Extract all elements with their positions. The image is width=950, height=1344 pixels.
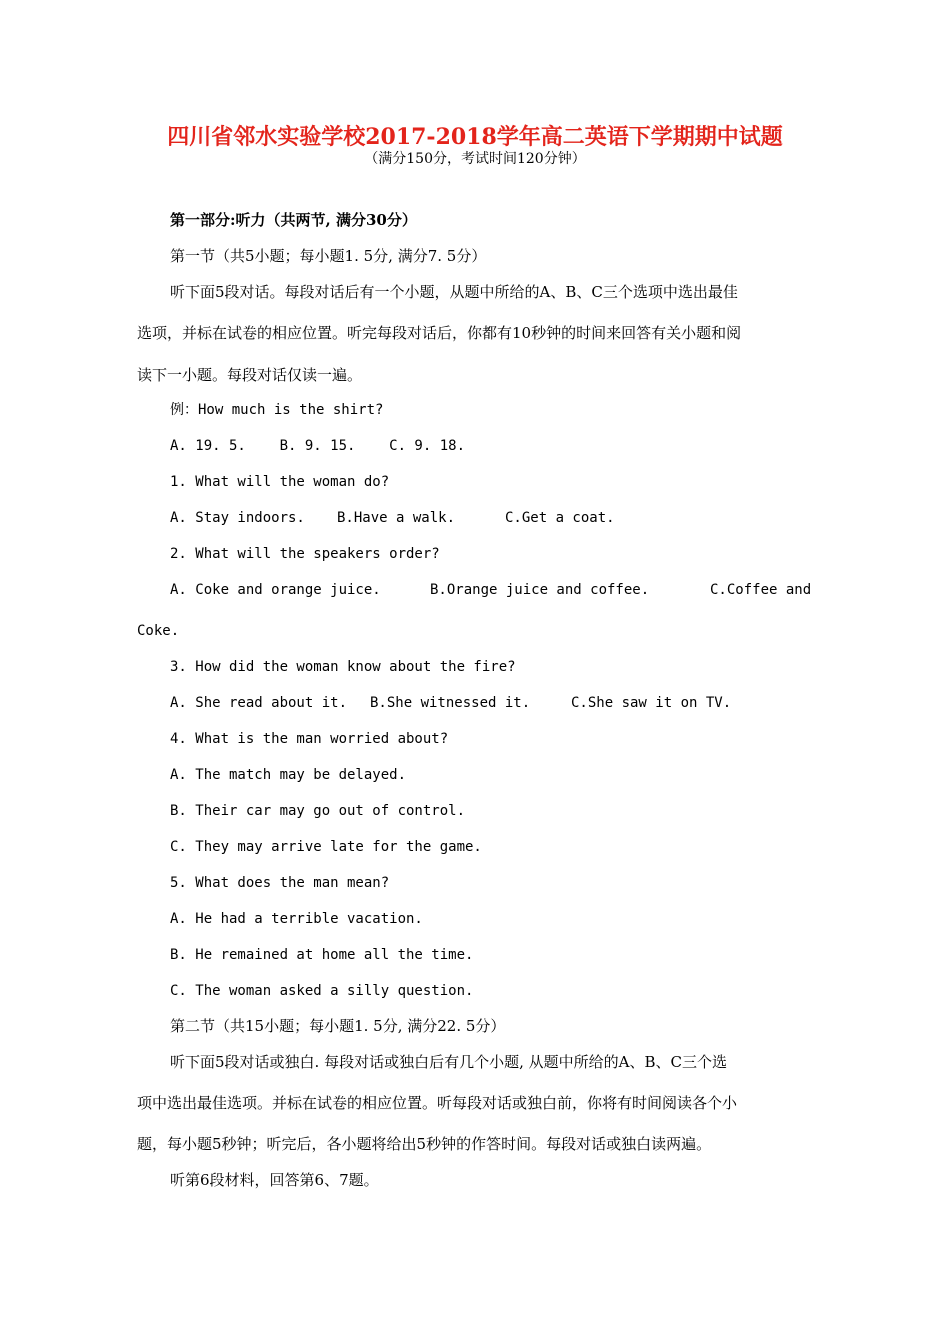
option-c: C.Get a coat. bbox=[505, 510, 615, 526]
example-options: A. 19. 5. B. 9. 15. C. 9. 18. bbox=[170, 438, 466, 454]
option-c-continued: Coke. bbox=[137, 623, 180, 639]
exam-subtitle: （满分150分，考试时间120分钟） bbox=[364, 151, 586, 167]
question-2-options bbox=[170, 580, 816, 600]
section2-instruction-line: 听下面5段对话或独白. 每段对话或独白后有几个小题, 从题中所给的A、B、C三个选 bbox=[170, 1053, 727, 1071]
question-3-options bbox=[170, 693, 816, 713]
section1-instruction-line: 选项，并标在试卷的相应位置。听完每段对话后，你都有10秒钟的时间来回答有关小题和阅 bbox=[137, 324, 742, 342]
exam-title: 四川省邻水实验学校2017-2018学年高二英语下学期期中试题 bbox=[167, 124, 783, 150]
option-b: B. Their car may go out of control. bbox=[170, 803, 466, 819]
option-a: A. He had a terrible vacation. bbox=[170, 911, 423, 927]
option-c: C.She saw it on TV. bbox=[571, 695, 732, 711]
section1-heading: 第一节（共5小题；每小题1. 5分, 满分7. 5分） bbox=[170, 247, 487, 265]
option-c: C.Coffee and bbox=[710, 582, 812, 598]
section1-instruction-line: 听下面5段对话。每段对话后有一个小题，从题中所给的A、B、C三个选项中选出最佳 bbox=[170, 283, 738, 301]
question-2: 2. What will the speakers order? bbox=[170, 546, 440, 562]
section2-instruction-line: 题，每小题5秒钟；听完后，各小题将给出5秒钟的作答时间。每段对话或独白读两遍。 bbox=[137, 1135, 712, 1153]
option-a: A. She read about it. bbox=[170, 695, 348, 711]
option-c: C. They may arrive late for the game. bbox=[170, 839, 482, 855]
option-a: A. The match may be delayed. bbox=[170, 767, 407, 783]
question-3: 3. How did the woman know about the fire? bbox=[170, 659, 516, 675]
option-b: B.Orange juice and coffee. bbox=[430, 582, 650, 598]
section2-instruction-line: 项中选出最佳选项。并标在试卷的相应位置。听每段对话或独白前，你将有时间阅读各个小 bbox=[137, 1094, 738, 1112]
option-c: C. The woman asked a silly question. bbox=[170, 983, 474, 999]
option-a: A. Coke and orange juice. bbox=[170, 582, 381, 598]
example-question: 例：How much is the shirt? bbox=[170, 402, 384, 418]
question-1: 1. What will the woman do? bbox=[170, 474, 390, 490]
section2-heading: 第二节（共15小题；每小题1. 5分, 满分22. 5分） bbox=[170, 1017, 506, 1035]
section1-instruction-line: 读下一小题。每段对话仅读一遍。 bbox=[137, 366, 363, 384]
option-a: A. Stay indoors. bbox=[170, 510, 305, 526]
question-5: 5. What does the man mean? bbox=[170, 875, 390, 891]
option-b: B. He remained at home all the time. bbox=[170, 947, 474, 963]
question-4: 4. What is the man worried about? bbox=[170, 731, 449, 747]
material-6-instruction: 听第6段材料，回答第6、7题。 bbox=[170, 1171, 379, 1189]
part1-heading: 第一部分:听力（共两节, 满分30分） bbox=[170, 211, 417, 229]
option-b: B.She witnessed it. bbox=[370, 695, 531, 711]
question-1-options bbox=[170, 508, 816, 528]
option-b: B.Have a walk. bbox=[337, 510, 456, 526]
